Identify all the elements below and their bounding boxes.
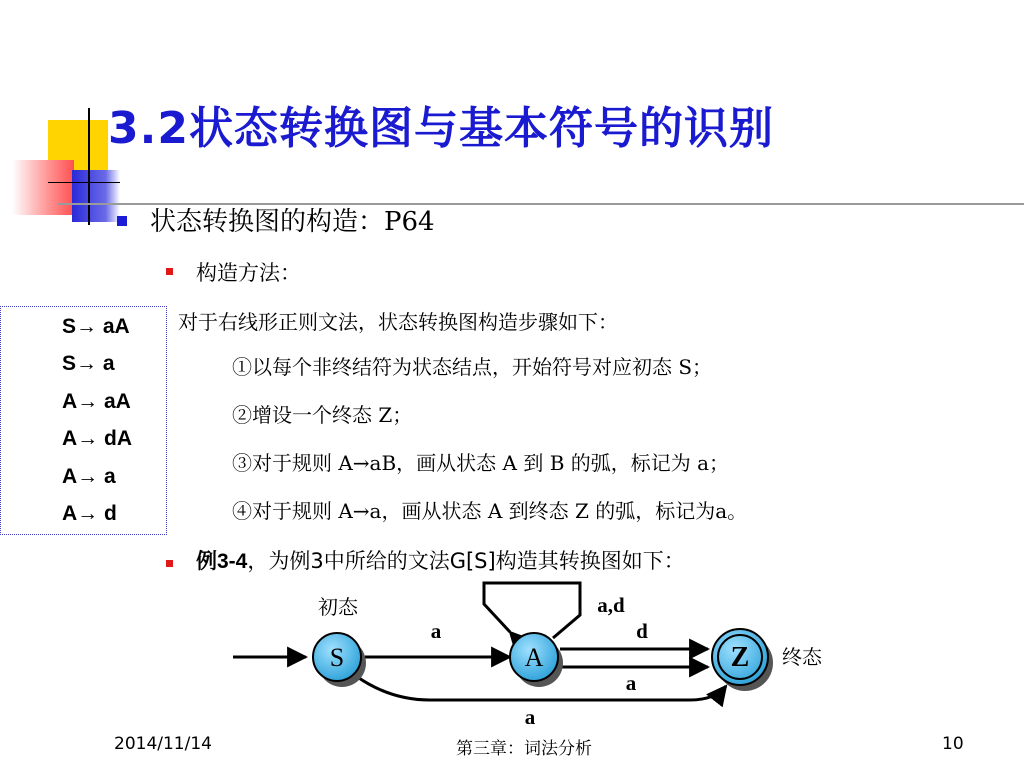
example-label: 例3-4: [196, 550, 248, 573]
level1-heading: 状态转换图的构造：P64: [150, 207, 435, 237]
node-label: S: [329, 643, 345, 672]
step-2: ②增设一个终态 Z；: [232, 403, 413, 427]
edge-label: a,d: [597, 593, 625, 617]
footer-chapter: 第三章：词法分析: [456, 739, 592, 759]
grammar-rule: S→ aA: [62, 315, 130, 338]
step-4: ④对于规则 A→a，画从状态 A 到终态 Z 的弧，标记为a。: [232, 499, 748, 523]
footer-page-number: 10: [942, 734, 964, 754]
footer-date: 2014/11/14: [114, 734, 212, 754]
example-text: ，为例3中所给的文法G[S]构造其转换图如下：: [247, 549, 685, 573]
grammar-rule: S→ a: [62, 352, 115, 375]
grammar-rule: A→ dA: [62, 427, 132, 450]
node-label: A: [524, 643, 544, 672]
slide-title: 3.2状态转换图与基本符号的识别: [108, 103, 774, 154]
step-1: ①以每个非终结符为状态结点，开始符号对应初态 S；: [232, 355, 713, 379]
grammar-rule: A→ d: [62, 502, 117, 525]
grammar-rule: A→ aA: [62, 390, 131, 413]
edge-a-self-loop: [484, 583, 580, 638]
method-label: 构造方法：: [196, 261, 301, 285]
edge-label: d: [636, 619, 648, 643]
final-state-label: 终态: [782, 645, 822, 669]
edge-label: a: [524, 705, 536, 729]
grammar-rule: A→ a: [62, 465, 116, 488]
step-3: ③对于规则 A→aB，画从状态 A 到 B 的弧，标记为 a；: [232, 451, 730, 475]
node-label: Z: [730, 642, 750, 673]
intro-text: 对于右线形正则文法，状态转换图构造步骤如下：: [178, 310, 618, 334]
edge-label: a: [430, 619, 442, 643]
edge-label: a: [625, 671, 637, 695]
initial-state-label: 初态: [318, 595, 358, 619]
